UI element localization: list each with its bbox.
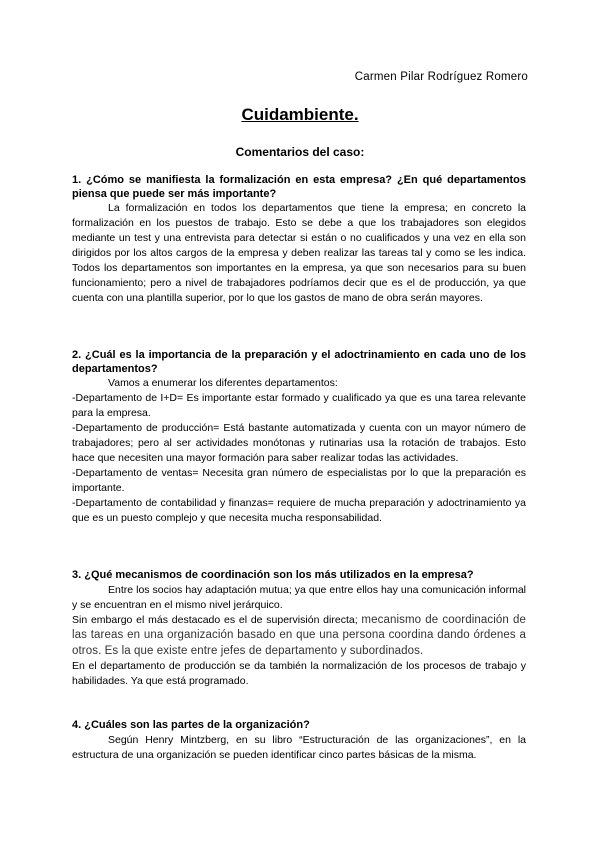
document-title: Cuidambiente. bbox=[241, 105, 359, 124]
answer-3-paragraph-2-start: Sin embargo el más destacado es el de supervisión directa; bbox=[72, 613, 358, 626]
answer-3-paragraph-2 bbox=[72, 613, 526, 660]
answer-3-paragraph-2-quote: mecanismo de coordinación de las tareas en una organización basado en que una persona coordina dando órdenes a otros. Es la que existe entre jefes de departamento y subordinados. bbox=[72, 613, 526, 657]
answer-1: La formalización en todos los departamentos que tiene la empresa; en concreto la formalización en los puestos de trabajo. Esto se debe a que los trabajadores son elegidos mediante un test y una entrevista para detectar si están o no cualificados y una vez en ella son dirigidos por los altos cargos de la empresa y deben realizar las tareas tal y como se les indica. Todos los departamentos son importantes en la empresa, ya que son necesarios para su buen funcionamiento; pero a nivel de trabajadores podríamos decir que es el de producción, ya que cuenta con una plantilla superior, por lo que los gastos de mano de obra serán mayores. bbox=[72, 202, 526, 304]
author-name: Carmen Pilar Rodríguez Romero bbox=[354, 71, 528, 83]
department-item: -Departamento de ventas= Necesita gran número de especialistas por lo que la preparación es importante. bbox=[72, 467, 526, 494]
answer-3-paragraph-3: En el departamento de producción se da también la normalización de los procesos de trabajo y habilidades. Ya que está programado. bbox=[72, 660, 526, 687]
department-item: -Departamento de I+D= Es importante estar formado y cualificado ya que es una tarea relevante para la empresa. bbox=[72, 392, 526, 419]
answer-2-intro: Vamos a enumerar los diferentes departamentos: bbox=[108, 377, 338, 389]
question-3: 3. ¿Qué mecanismos de coordinación son los más utilizados en la empresa? bbox=[72, 569, 474, 581]
department-item: -Departamento de contabilidad y finanzas= requiere de mucha preparación y adoctrinamiento ya que es un puesto complejo y que necesita mucha responsabilidad. bbox=[72, 497, 526, 524]
department-item: -Departamento de producción= Está bastante automatizada y cuenta con un mayor número de trabajadores; pero al ser actividades monótonas y rutinarias usa la rotación de trabajos. Esto hace que necesiten una mayor formación para saber realizar todas las actividades. bbox=[72, 422, 526, 464]
question-1: 1. ¿Cómo se manifiesta la formalización en esta empresa? ¿En qué departamentos piensa que puede ser más importante? bbox=[72, 174, 526, 200]
question-4: 4. ¿Cuáles son las partes de la organización? bbox=[72, 719, 310, 731]
section-question-2 bbox=[72, 349, 526, 526]
answer-4: Según Henry Mintzberg, en su libro “Estructuración de las organizaciones”, en la estructura de una organización se pueden identificar cinco partes básicas de la misma. bbox=[72, 733, 526, 761]
answer-3-paragraph-1: Entre los socios hay adaptación mutua; ya que entre ellos hay una comunicación informal y se encuentran en el mismo nivel jerárquico. bbox=[72, 583, 526, 611]
section-question-4 bbox=[72, 719, 526, 763]
section-question-3 bbox=[72, 569, 526, 689]
document-subtitle: Comentarios del caso: bbox=[235, 145, 365, 159]
section-question-1 bbox=[72, 174, 526, 306]
question-2: 2. ¿Cuál es la importancia de la preparación y el adoctrinamiento en cada uno de los departamentos? bbox=[72, 349, 526, 375]
